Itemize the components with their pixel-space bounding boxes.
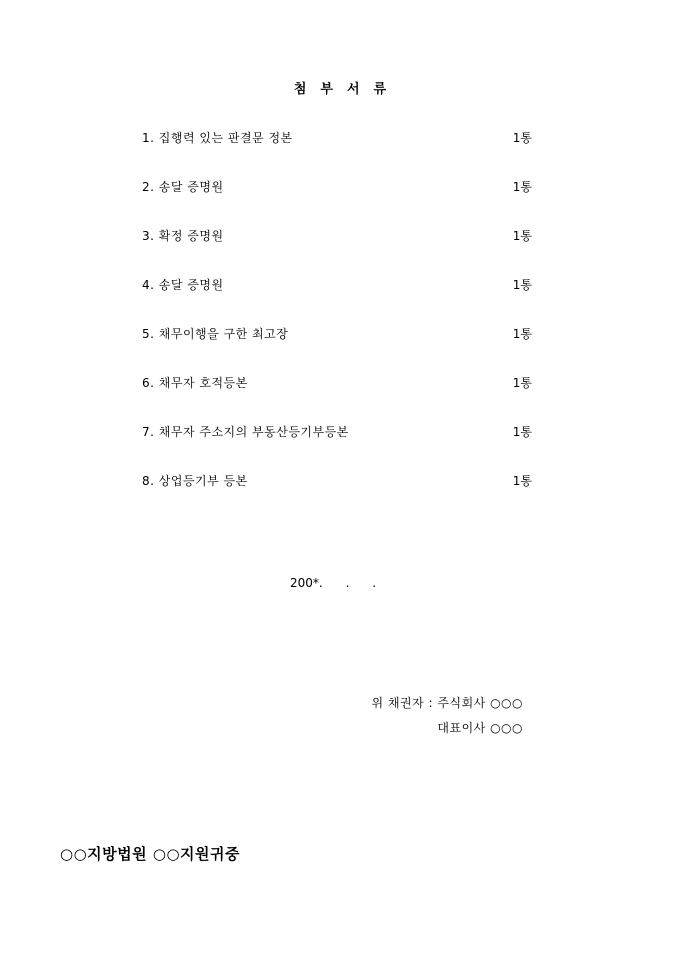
attachment-label: 1. 집행력 있는 판결문 정본 bbox=[142, 131, 293, 145]
attachment-count: 1통 bbox=[512, 229, 532, 243]
attachment-label: 6. 채무자 호적등본 bbox=[142, 376, 248, 390]
creditor-signature-line: 위 채권자 : 주식회사 ○○○ bbox=[371, 696, 523, 710]
attachment-count: 1통 bbox=[512, 180, 532, 194]
attachment-label: 3. 확정 증명원 bbox=[142, 229, 224, 243]
court-addressee: ○○지방법원 ○○지원귀중 bbox=[60, 845, 240, 863]
attachment-item bbox=[142, 373, 532, 393]
attachment-item bbox=[142, 275, 532, 295]
attachment-item bbox=[142, 471, 532, 491]
attachment-item bbox=[142, 422, 532, 442]
attachment-count: 1통 bbox=[512, 327, 532, 341]
attachment-count: 1통 bbox=[512, 425, 532, 439]
document-date: 200*. . . bbox=[290, 576, 377, 590]
attachment-item bbox=[142, 324, 532, 344]
attachment-count: 1통 bbox=[512, 278, 532, 292]
attachment-count: 1통 bbox=[512, 376, 532, 390]
representative-signature-line: 대표이사 ○○○ bbox=[437, 721, 523, 735]
attachment-label: 8. 상업등기부 등본 bbox=[142, 474, 248, 488]
attachment-label: 4. 송달 증명원 bbox=[142, 278, 224, 292]
attachment-label: 7. 채무자 주소지의 부동산등기부등본 bbox=[142, 425, 349, 439]
attachment-label: 5. 채무이행을 구한 최고장 bbox=[142, 327, 289, 341]
attachment-label: 2. 송달 증명원 bbox=[142, 180, 224, 194]
attachment-count: 1통 bbox=[512, 131, 532, 145]
attachment-item bbox=[142, 226, 532, 246]
document-title: 첨부서류 bbox=[293, 82, 401, 97]
attachment-item bbox=[142, 177, 532, 197]
attachment-item bbox=[142, 128, 532, 148]
attachment-count: 1통 bbox=[512, 474, 532, 488]
